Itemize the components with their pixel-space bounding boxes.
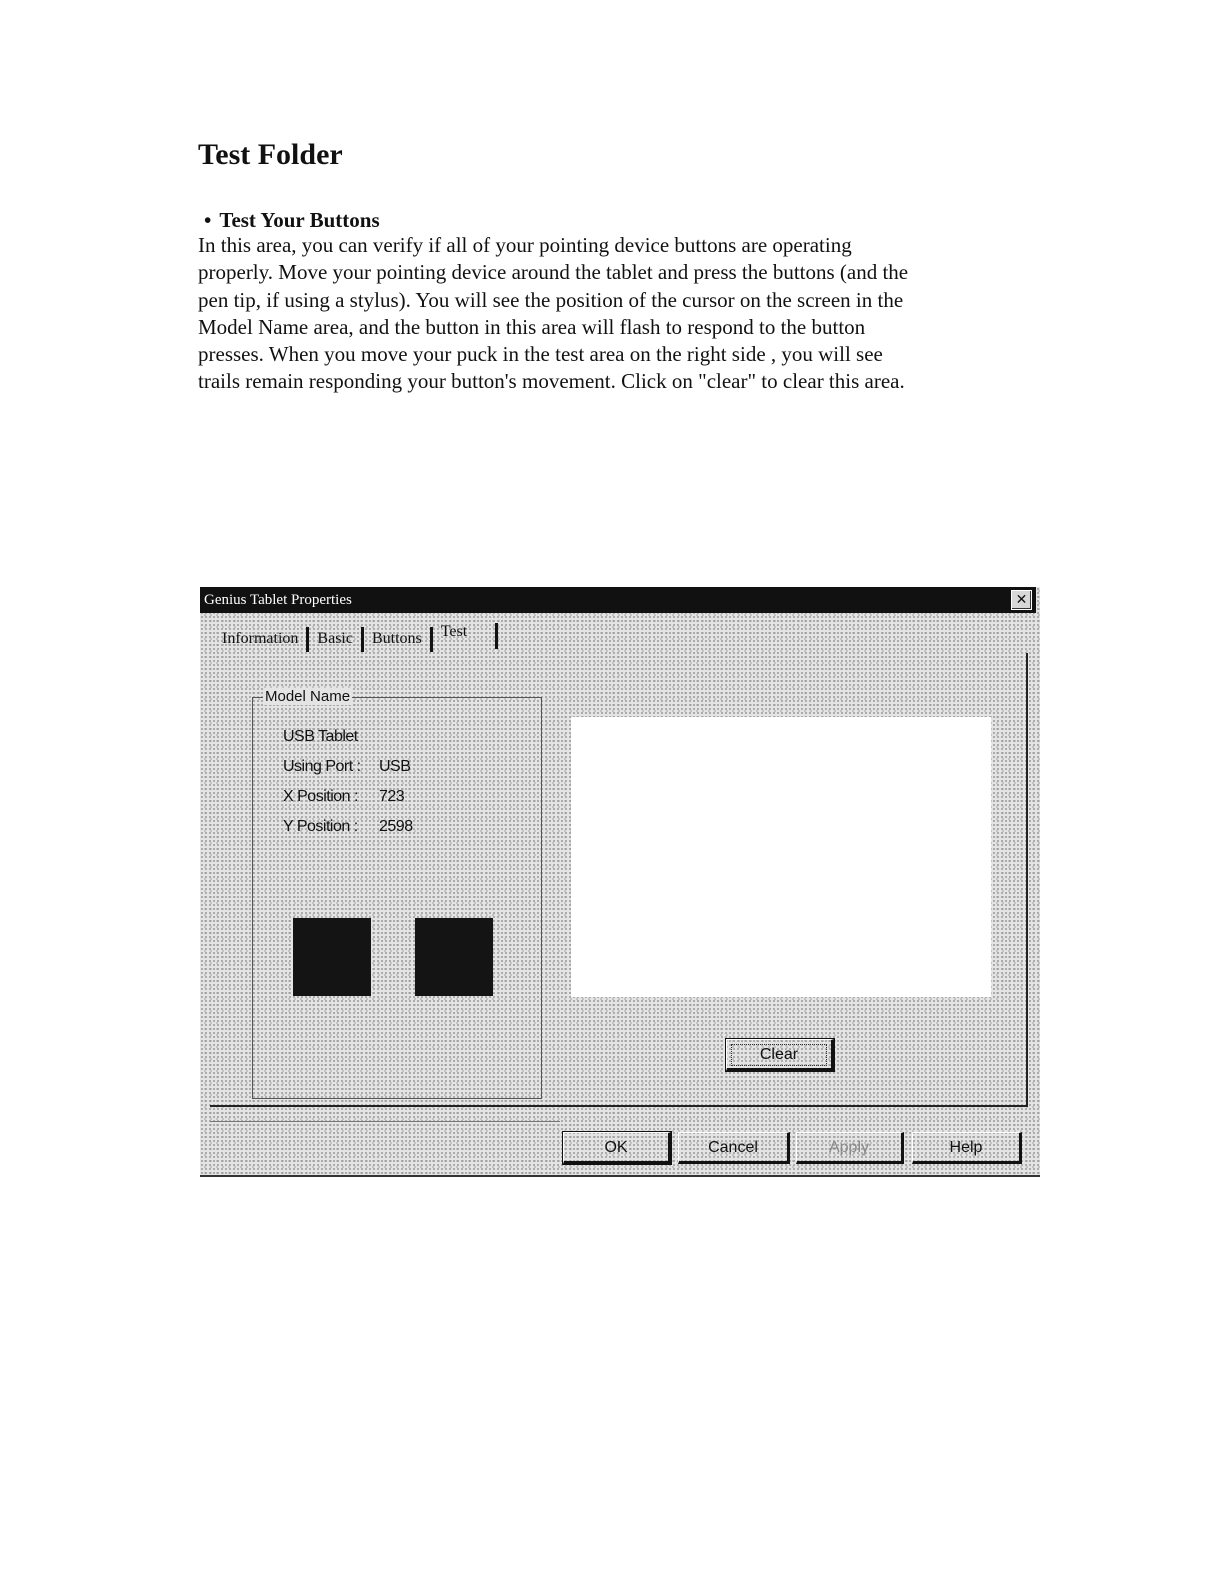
port-value: USB <box>379 758 411 775</box>
paragraph-line: trails remain responding your button's movement. Click on "clear" to clear this area. <box>198 369 905 394</box>
x-position-label: X Position : <box>283 788 358 805</box>
clear-button-label: Clear <box>731 1044 827 1066</box>
tab-strip <box>214 623 498 653</box>
right-button-indicator <box>415 918 493 996</box>
section-title-text: Test Your Buttons <box>219 208 380 232</box>
help-button[interactable]: Help <box>912 1132 1022 1164</box>
ok-button[interactable]: OK <box>563 1132 671 1164</box>
model-name-group <box>252 688 542 1099</box>
x-position-row <box>283 788 405 806</box>
y-position-row <box>283 818 413 836</box>
apply-button[interactable]: Apply <box>796 1132 904 1164</box>
port-row <box>283 758 411 776</box>
paragraph-line: In this area, you can verify if all of your pointing device buttons are operating <box>198 233 852 257</box>
cancel-button[interactable]: Cancel <box>678 1132 790 1164</box>
y-position-label: Y Position : <box>283 818 358 835</box>
y-position-value: 2598 <box>379 818 413 835</box>
tablet-properties-dialog <box>200 587 1040 1177</box>
tab-test[interactable]: Test <box>433 623 498 649</box>
description-paragraph <box>198 232 1018 396</box>
dialog-titlebar[interactable] <box>200 587 1036 613</box>
dialog-title: Genius Tablet Properties <box>204 592 352 608</box>
close-icon[interactable]: ✕ <box>1011 590 1032 610</box>
group-label: Model Name <box>265 688 351 705</box>
tab-basic[interactable]: Basic <box>309 627 364 652</box>
page-heading: Test Folder <box>198 138 343 171</box>
model-value: USB Tablet <box>283 728 358 745</box>
port-label: Using Port : <box>283 758 361 775</box>
tab-information[interactable]: Information <box>214 627 309 652</box>
footer-divider <box>210 1121 560 1122</box>
paragraph-line: Model Name area, and the button in this area will flash to respond to the button <box>198 314 866 339</box>
bullet-icon: • <box>204 208 212 232</box>
test-drawing-area[interactable] <box>571 717 991 997</box>
paragraph-line: properly. Move your pointing device around the tablet and press the buttons (and the <box>198 260 909 285</box>
section-title <box>204 208 380 233</box>
left-button-indicator <box>293 918 371 996</box>
clear-button[interactable] <box>726 1039 834 1071</box>
x-position-value: 723 <box>379 788 405 805</box>
tab-buttons[interactable]: Buttons <box>364 627 433 652</box>
paragraph-line: presses. When you move your puck in the test area on the right side , you will see <box>198 342 883 367</box>
paragraph-line: pen tip, if using a stylus). You will see the position of the cursor on the screen in the <box>198 287 904 312</box>
